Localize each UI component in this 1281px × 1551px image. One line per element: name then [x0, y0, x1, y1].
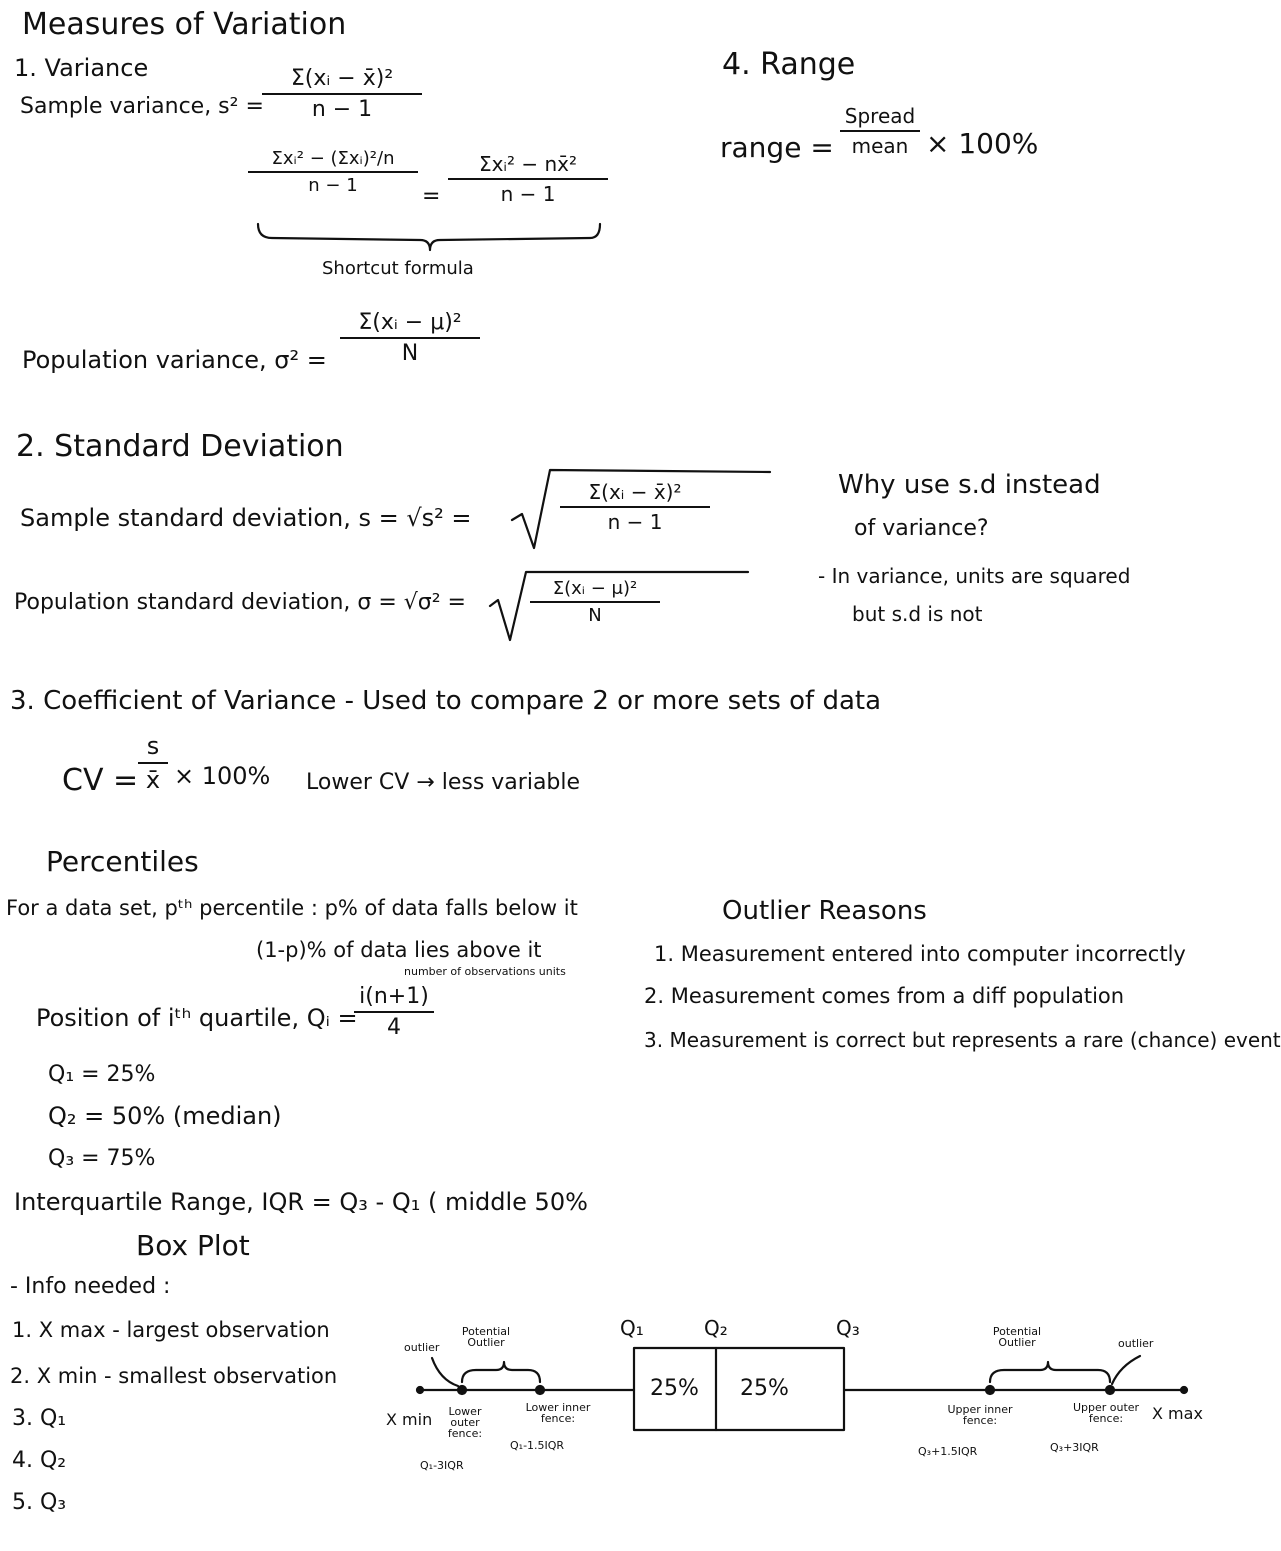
population-variance-denominator: N — [401, 341, 419, 366]
box-left-label: 25% — [650, 1376, 699, 1401]
lower-inner-fence-label: Lower inner fence: — [525, 1401, 591, 1425]
percentiles-heading: Percentiles — [46, 845, 199, 878]
q2-label: Q₂ — [704, 1316, 728, 1340]
potential-outlier-brace-right — [990, 1362, 1110, 1382]
box-plot-info-item-3: 3. Q₁ — [12, 1406, 67, 1431]
upper-inner-fence-label: Upper inner fence: — [947, 1403, 1013, 1427]
potential-outlier-brace-left — [462, 1362, 540, 1382]
upper-outer-fence-value: Q₃+3IQR — [1050, 1441, 1099, 1454]
sample-variance-label: Sample variance, s² = — [20, 94, 264, 119]
lower-inner-fence-value: Q₁-1.5IQR — [510, 1439, 565, 1452]
why-sd-answer-line2: but s.d is not — [852, 602, 983, 626]
why-sd-answer-line1: - In variance, units are squared — [818, 564, 1131, 588]
q1-label: Q₁ — [620, 1316, 644, 1340]
upper-outer-fence-mark — [1106, 1386, 1114, 1394]
shortcut-formula-label: Shortcut formula — [322, 258, 474, 279]
q3-label: Q₃ — [836, 1316, 860, 1340]
q2-definition: Q₂ = 50% (median) — [48, 1102, 282, 1130]
q1-definition: Q₁ = 25% — [48, 1062, 156, 1087]
outlier-left-label: outlier — [404, 1341, 440, 1354]
outlier-arrow-left — [432, 1358, 458, 1386]
range-denominator: mean — [851, 134, 909, 158]
population-std-dev-numerator: Σ(xᵢ − μ)² — [552, 578, 638, 599]
shortcut-numerator-2: Σxᵢ² − nx̄² — [478, 152, 578, 176]
percentile-annotation: number of observations units — [404, 965, 566, 978]
box-plot-info-item-4: 4. Q₂ — [12, 1448, 67, 1473]
population-variance-label: Population variance, σ² = — [22, 346, 327, 374]
population-std-dev-label: Population standard deviation, σ = √σ² = — [14, 590, 466, 615]
lower-outer-fence-label: Lower outer fence: — [447, 1405, 483, 1440]
sample-variance-denominator: n − 1 — [311, 97, 373, 122]
axis-end-left — [417, 1387, 423, 1393]
box-plot-heading: Box Plot — [136, 1229, 250, 1262]
population-std-dev-radical — [490, 572, 748, 640]
cv-numerator: s — [146, 732, 160, 760]
cv-note: Lower CV → less variable — [306, 770, 581, 795]
variance-heading: 1. Variance — [14, 54, 149, 82]
range-heading: 4. Range — [722, 47, 856, 82]
sample-std-dev-radical — [512, 470, 770, 548]
outlier-arrow-right — [1112, 1356, 1140, 1384]
lower-outer-fence-mark — [458, 1386, 466, 1394]
population-variance-numerator: Σ(xᵢ − μ)² — [358, 310, 462, 335]
sample-std-dev-label: Sample standard deviation, s = √s² = — [20, 504, 472, 532]
xmin-label: X min — [386, 1410, 433, 1429]
quartile-position-label: Position of iᵗʰ quartile, Qᵢ = — [36, 1004, 358, 1032]
upper-inner-fence-mark — [986, 1386, 994, 1394]
upper-inner-fence-value: Q₃+1.5IQR — [918, 1445, 978, 1458]
box-plot-info-item-1: 1. X max - largest observation — [12, 1318, 330, 1342]
sample-variance-numerator: Σ(xᵢ − x̄)² — [290, 66, 394, 91]
page-title: Measures of Variation — [22, 7, 347, 42]
quartile-position-denominator: 4 — [387, 1015, 401, 1040]
shortcut-numerator-1: Σxᵢ² − (Σxᵢ)²/n — [271, 148, 395, 169]
percentile-definition-line2: (1-p)% of data lies above it — [256, 938, 542, 962]
cv-suffix: × 100% — [174, 762, 271, 790]
outlier-reasons-heading: Outlier Reasons — [722, 896, 927, 926]
shortcut-brace — [258, 224, 600, 250]
equals-sign: = — [422, 184, 441, 209]
upper-outer-fence-label: Upper outer fence: — [1072, 1401, 1140, 1425]
why-sd-question-line1: Why use s.d instead — [838, 470, 1101, 500]
sample-std-dev-denominator: n − 1 — [607, 510, 663, 534]
population-std-dev-denominator: N — [588, 605, 602, 626]
quartile-position-numerator: i(n+1) — [359, 984, 429, 1009]
box-plot-info-item-2: 2. X min - smallest observation — [10, 1364, 338, 1388]
outlier-reason-1: 1. Measurement entered into computer incorrectly — [654, 942, 1186, 966]
range-suffix: × 100% — [926, 127, 1039, 160]
sample-std-dev-numerator: Σ(xᵢ − x̄)² — [588, 480, 682, 504]
outlier-reason-3: 3. Measurement is correct but represents a rare (chance) event — [644, 1028, 1281, 1052]
box-right-label: 25% — [740, 1376, 789, 1401]
box-plot-info-heading: - Info needed : — [10, 1274, 171, 1299]
range-label: range = — [720, 131, 834, 164]
cv-denominator: x̄ — [145, 766, 161, 794]
box-plot-info-item-5: 5. Q₃ — [12, 1490, 67, 1515]
shortcut-denominator-1: n − 1 — [308, 175, 358, 196]
cv-heading: 3. Coefficient of Variance - Used to compare 2 or more sets of data — [10, 686, 882, 716]
axis-end-right — [1181, 1387, 1187, 1393]
std-dev-heading: 2. Standard Deviation — [16, 429, 344, 464]
potential-outlier-left-label: Potential Outlier — [461, 1325, 511, 1349]
xmax-label: X max — [1152, 1404, 1203, 1423]
iqr-definition: Interquartile Range, IQR = Q₃ - Q₁ ( middle 50% — [14, 1188, 588, 1216]
why-sd-question-line2: of variance? — [854, 516, 989, 541]
potential-outlier-right-label: Potential Outlier — [992, 1325, 1042, 1349]
outlier-reason-2: 2. Measurement comes from a diff population — [644, 984, 1125, 1008]
shortcut-denominator-2: n − 1 — [500, 182, 556, 206]
range-numerator: Spread — [844, 104, 916, 128]
lower-outer-fence-value: Q₁-3IQR — [420, 1459, 464, 1472]
lower-inner-fence-mark — [536, 1386, 544, 1394]
cv-label: CV = — [62, 763, 139, 798]
q3-definition: Q₃ = 75% — [48, 1146, 156, 1171]
percentile-definition-line1: For a data set, pᵗʰ percentile : p% of data falls below it — [6, 896, 578, 920]
outlier-right-label: outlier — [1118, 1337, 1154, 1350]
